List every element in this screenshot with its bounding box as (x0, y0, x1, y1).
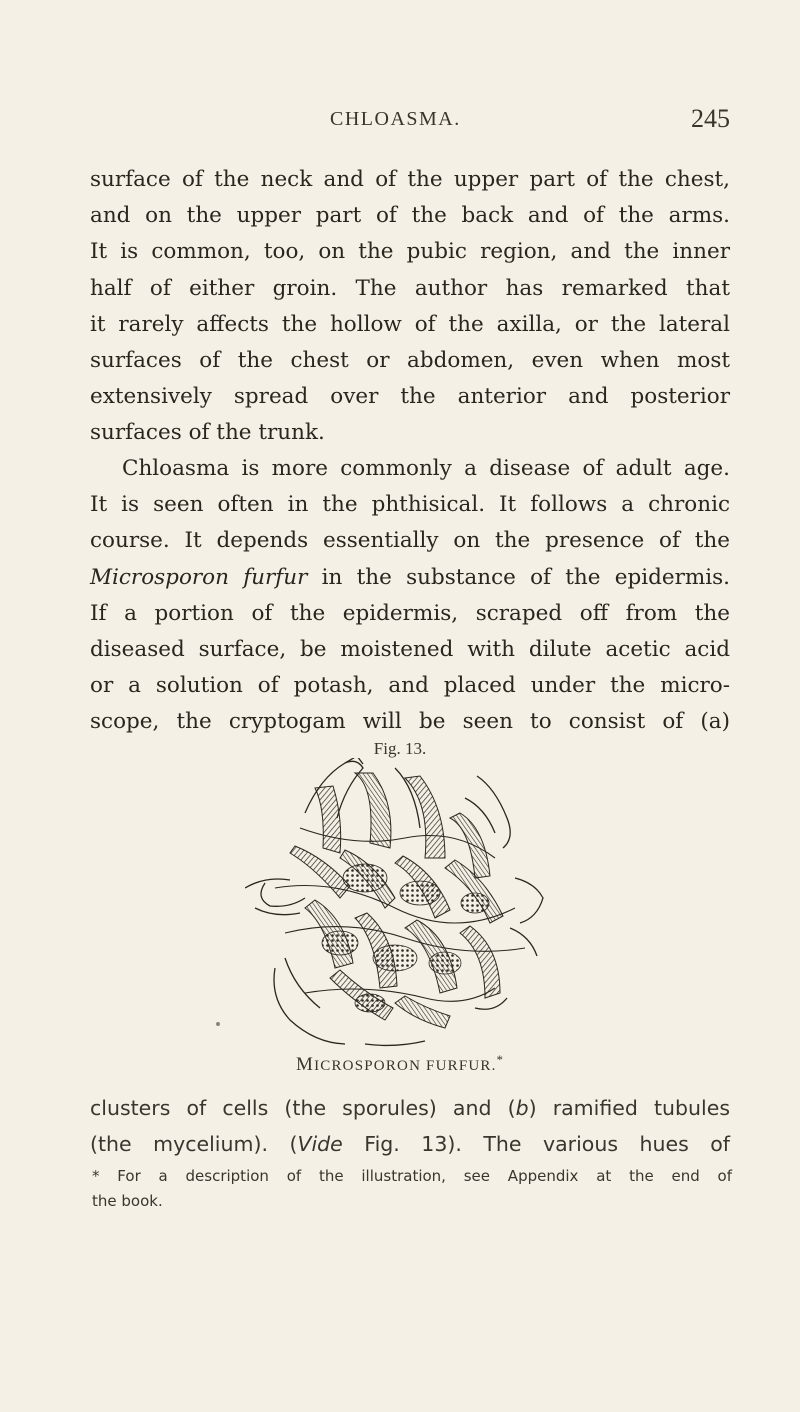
microscope-illustration (245, 758, 545, 1048)
text-line: surfaces of the chest or abdomen, even when most (90, 348, 730, 374)
text-line: extensively spread over the anterior and posterior (90, 384, 730, 410)
figure-caption (0, 1053, 800, 1076)
text-fragment: in the substance of the epidermis. (307, 564, 730, 590)
text-line: scope, the cryptogam will be seen to consist of (a) (90, 709, 730, 735)
text-line: half of either groin. The author has remarked that (90, 275, 730, 301)
text-line: or a solution of potash, and placed under the micro- (90, 673, 730, 699)
running-title: CHLOASMA. (330, 108, 461, 130)
running-head (90, 104, 730, 138)
print-speck (216, 1022, 220, 1026)
text-line: diseased surface, be moistened with dilute acetic acid (90, 637, 730, 663)
text-fragment: (the mycelium). ( (90, 1132, 298, 1156)
text-fragment: clusters of cells (the sporules) and ( (90, 1096, 516, 1120)
text-line: course. It depends essentially on the presence of the (90, 528, 730, 554)
figure-label: Fig. 13. (373, 739, 427, 758)
page-number: 245 (691, 104, 730, 133)
footnote-line: the book. (92, 1192, 163, 1210)
caption-initial: M (295, 1054, 315, 1075)
text-line: and on the upper part of the back and of the arms. (90, 203, 730, 229)
paragraph-chloasma (90, 451, 730, 741)
text-line: If a portion of the epidermis, scraped off from the (90, 600, 730, 626)
text-fragment-italic: b (515, 1096, 529, 1120)
text-line: It is common, too, on the pubic region, and the inner (90, 239, 730, 265)
text-fragment-italic: Vide (297, 1132, 343, 1156)
text-line (90, 1126, 730, 1162)
text-line: surfaces of the trunk. (90, 420, 325, 446)
hyphae-outlines (245, 758, 543, 1045)
species-name: Microsporon furfur (90, 564, 308, 590)
text-line: surface of the neck and of the upper part of the chest, (90, 167, 730, 192)
text-line: it rarely affects the hollow of the axilla, or the lateral (90, 311, 730, 337)
text-line (90, 560, 730, 596)
footnote (92, 1164, 732, 1214)
paragraph-clusters (90, 1090, 730, 1162)
text-fragment: Fig. 13). The various hues of (342, 1132, 730, 1156)
caption-text: ICROSPORON FURFUR. (314, 1058, 497, 1074)
paragraph-continued (90, 162, 730, 452)
text-line: It is seen often in the phthisical. It follows a chronic (90, 492, 730, 518)
text-line: Chloasma is more commonly a disease of adult age. (122, 456, 730, 481)
text-fragment: ) ramified tubules (528, 1096, 731, 1120)
footnote-mark: * (496, 1053, 505, 1067)
text-line (90, 1090, 730, 1126)
footnote-line: * For a description of the illustration, see Appendix at the end of (92, 1167, 732, 1185)
fungus-engraving (245, 758, 545, 1048)
